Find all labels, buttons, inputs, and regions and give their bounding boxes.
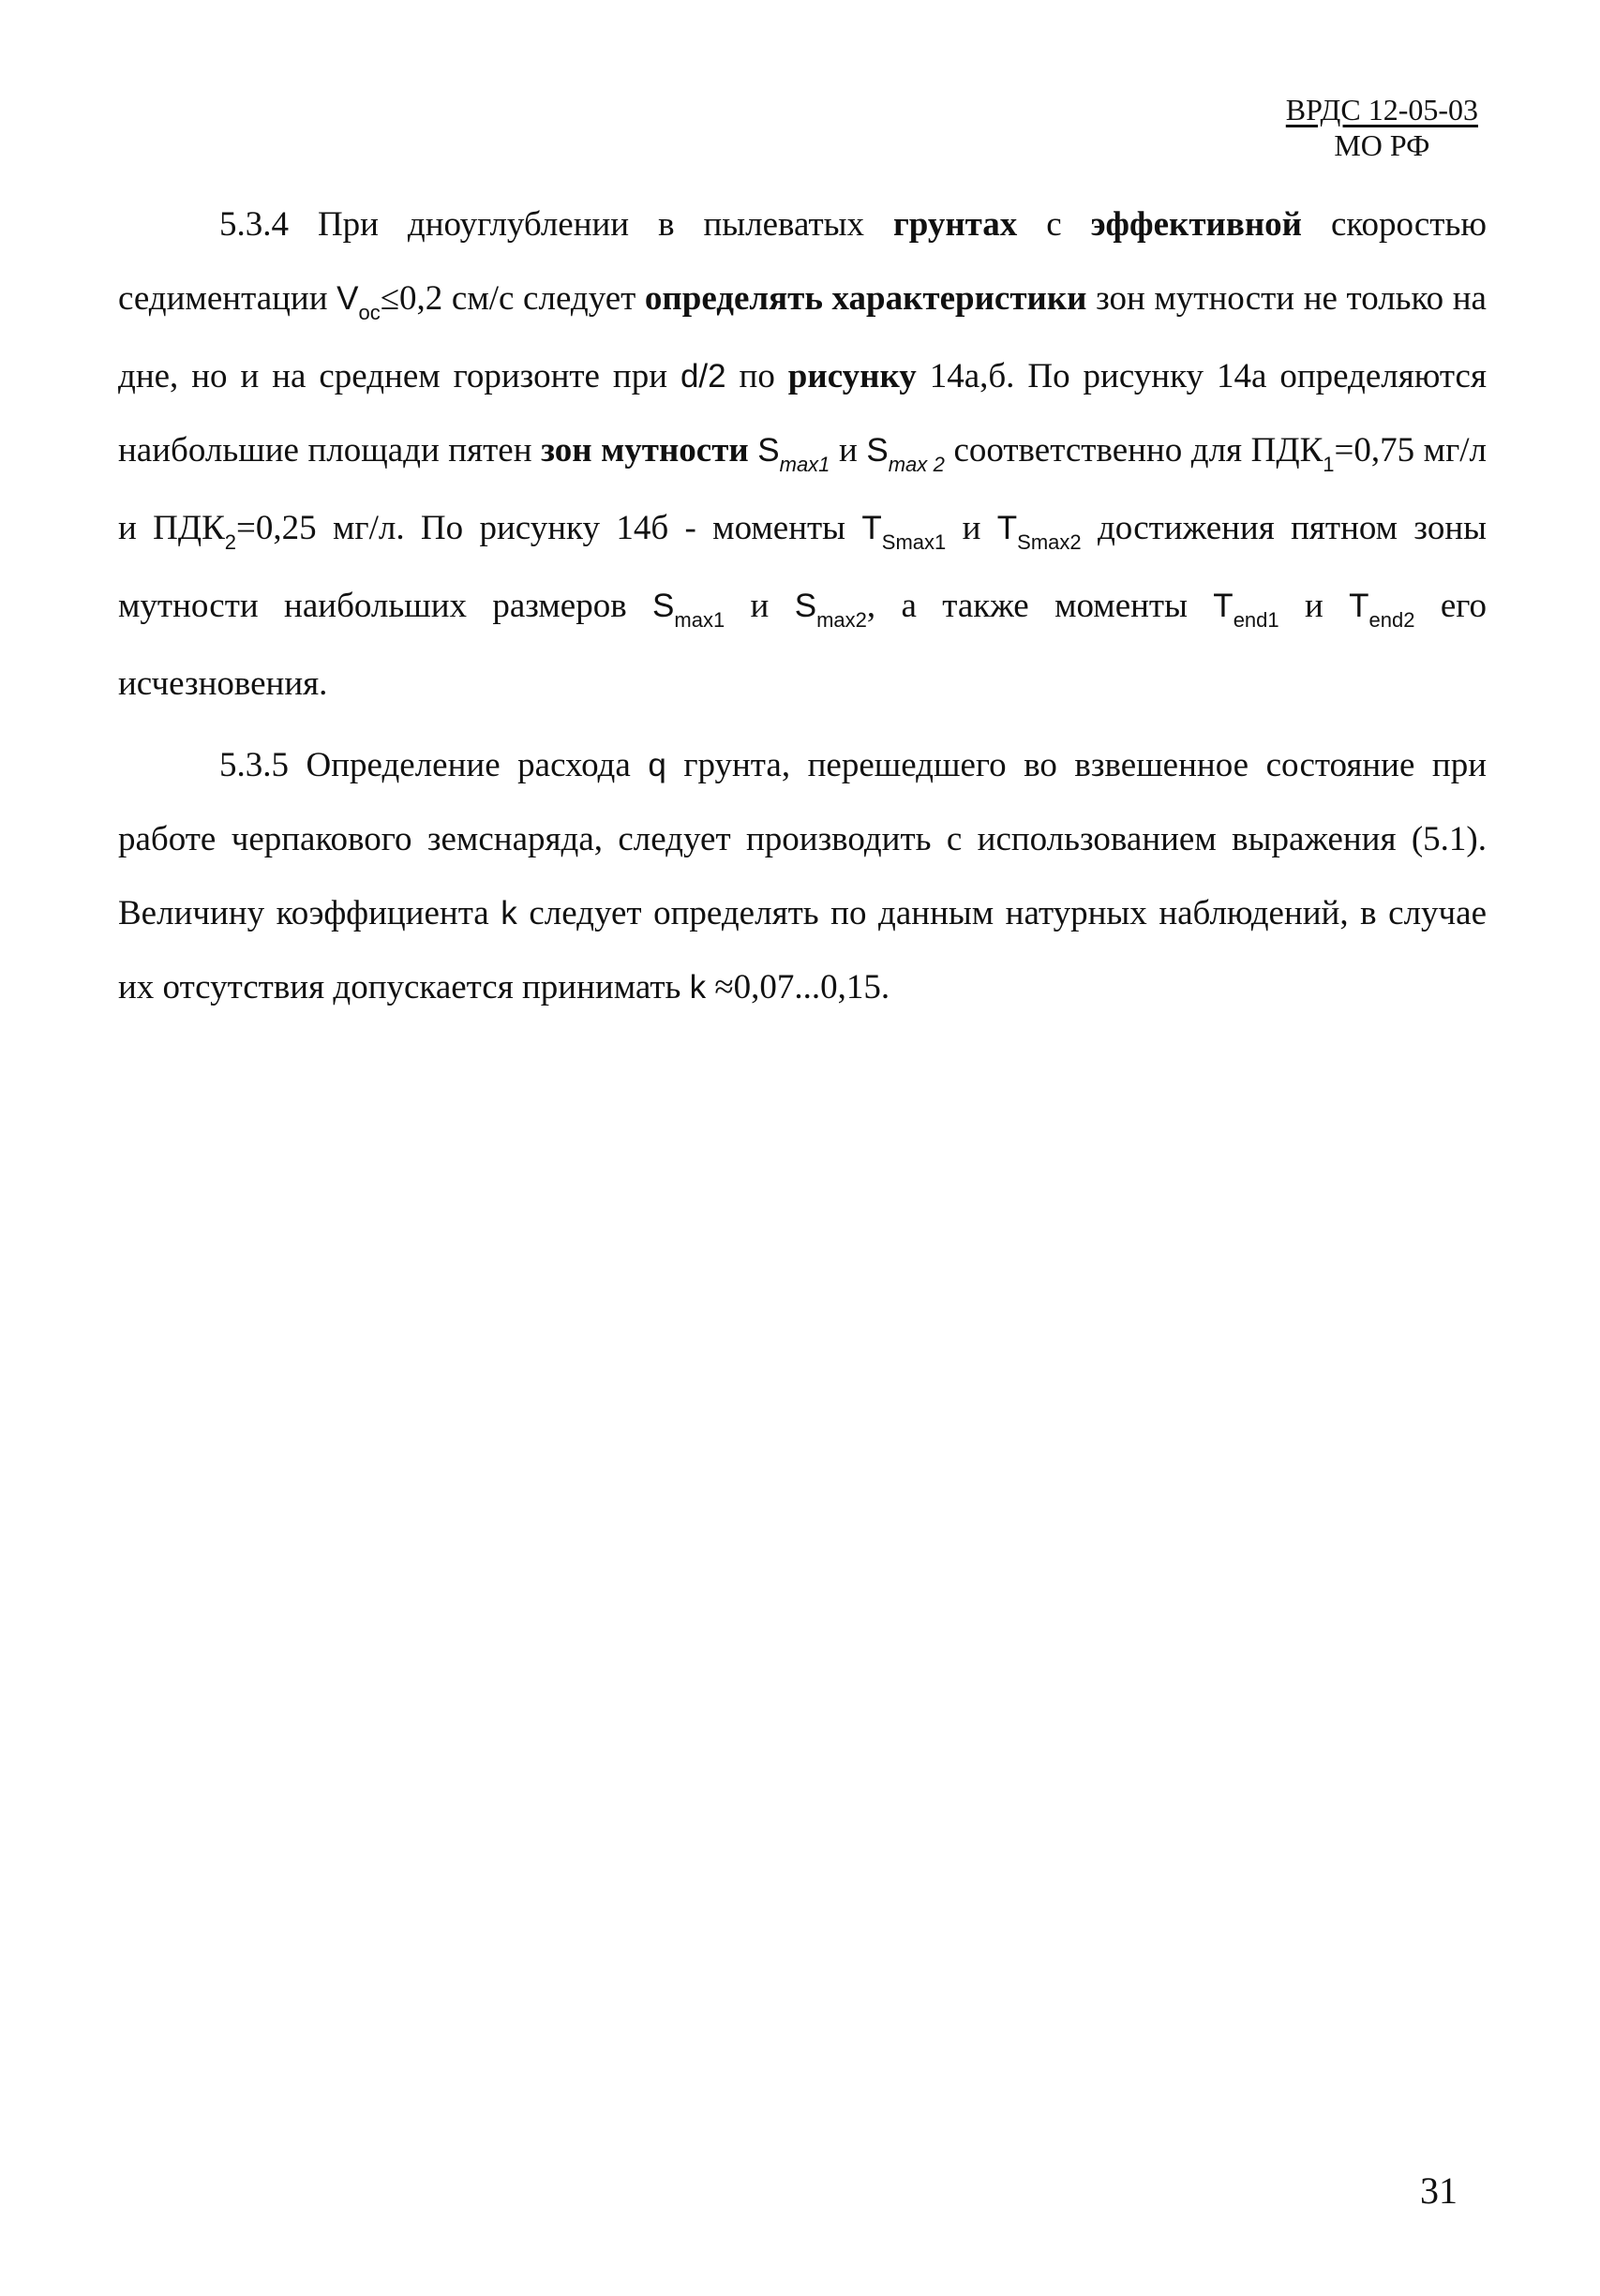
symbol-t: T bbox=[1213, 588, 1234, 624]
subscript: end1 bbox=[1233, 608, 1279, 632]
subscript: end2 bbox=[1368, 608, 1415, 632]
text-run: и bbox=[838, 431, 858, 470]
document-header bbox=[1286, 92, 1478, 163]
subscript: 1 bbox=[1323, 453, 1335, 476]
text-run: ≈0,07...0,15. bbox=[714, 968, 890, 1006]
text-run: =0,75 мг/л и ПДК bbox=[118, 431, 1488, 547]
paragraph-5-3-4 bbox=[118, 187, 1487, 721]
organization-label: МО РФ bbox=[1334, 128, 1430, 162]
text-run: 5.3.5 Определение расхода bbox=[219, 746, 631, 784]
text-run: 5.3.4 При дноуглублении в пылеватых bbox=[219, 205, 865, 244]
subscript: 2 bbox=[224, 530, 237, 554]
text-run: рисунку bbox=[787, 357, 917, 395]
text-run: грунтах bbox=[892, 205, 1018, 244]
text-run: с bbox=[1046, 205, 1062, 244]
subscript: max1 bbox=[674, 608, 725, 632]
subscript: max1 bbox=[779, 453, 830, 476]
symbol-s: S bbox=[794, 588, 817, 624]
symbol-t: T bbox=[1349, 588, 1369, 624]
text-run: по bbox=[739, 357, 775, 395]
text-run: и bbox=[962, 509, 981, 547]
text-run: =0,25 мг/л. По рисунку 14б - моменты bbox=[236, 509, 846, 547]
text-run: скоростью седиментации bbox=[118, 205, 1487, 318]
text-run: , а также моменты bbox=[866, 587, 1188, 625]
symbol-k: k bbox=[501, 895, 517, 932]
subscript: max2 bbox=[816, 608, 867, 632]
subscript: max 2 bbox=[888, 453, 945, 476]
paragraph-5-3-5 bbox=[118, 728, 1487, 1024]
text-run: его исчезновения. bbox=[118, 587, 1488, 703]
symbol-q: q bbox=[648, 747, 666, 783]
text-run: определять характеристики bbox=[644, 279, 1087, 318]
symbol-s: S bbox=[866, 432, 889, 469]
symbol-s: S bbox=[652, 588, 675, 624]
text-run: зон мутности не только на дне, но и на среднем горизонте при bbox=[118, 279, 1487, 395]
text-run: 14а,б. По рисунку 14а определяются наибольшие площади пятен bbox=[118, 357, 1487, 470]
symbol-v: V bbox=[336, 280, 359, 317]
subscript: Smax1 bbox=[881, 530, 947, 554]
text-run: ≤0,2 см/с следует bbox=[380, 279, 636, 318]
symbol-k: k bbox=[689, 969, 707, 1006]
text-run: грунта, перешедшего во взвешенное состояние при работе черпакового земснаряда, следует производить с использованием выражения (5.1). Величину коэффициента bbox=[118, 746, 1488, 932]
symbol-t: T bbox=[996, 510, 1018, 546]
formula-d-half: d/2 bbox=[680, 358, 726, 395]
text-run: эффективной bbox=[1090, 205, 1302, 244]
subscript: Smax2 bbox=[1017, 530, 1082, 554]
body-text bbox=[118, 187, 1487, 1024]
text-run: следует определять по данным натурных наблюдений, в случае их отсутствия допускается принимать bbox=[118, 894, 1487, 1006]
text-run: и bbox=[1304, 587, 1323, 625]
text-run: и bbox=[750, 587, 770, 625]
symbol-t: T bbox=[861, 510, 882, 546]
symbol-s: S bbox=[757, 432, 780, 469]
text-run: соответственно для ПДК bbox=[953, 431, 1323, 470]
text-run: достижения пятном зоны мутности наибольших размеров bbox=[118, 509, 1487, 625]
text-run: зон мутности bbox=[541, 431, 749, 470]
document-code: ВРДС 12-05-03 bbox=[1285, 93, 1478, 127]
subscript: ос bbox=[358, 301, 381, 324]
page-number: 31 bbox=[1420, 2169, 1458, 2212]
